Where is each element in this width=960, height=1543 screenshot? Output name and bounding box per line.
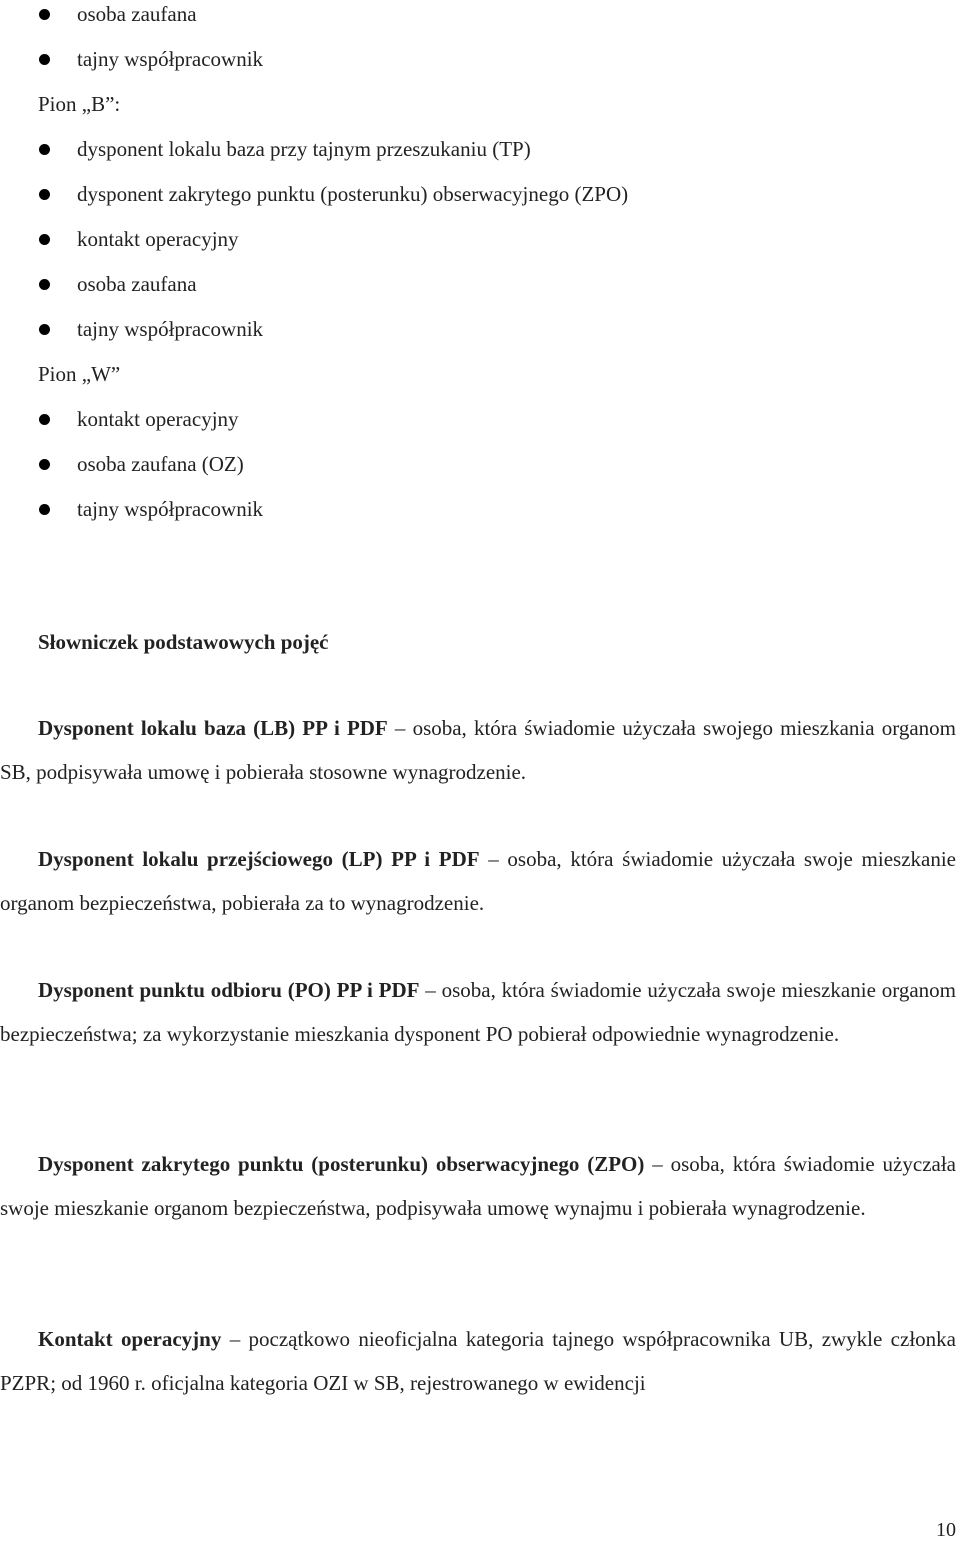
bullet-list-pion-w bbox=[0, 405, 960, 540]
list-item-text: dysponent zakrytego punktu (posterunku) obserwacyjnego (ZPO) bbox=[77, 182, 629, 206]
list-item-text: dysponent lokalu baza przy tajnym przeszukaniu (TP) bbox=[77, 137, 531, 161]
bullet-icon bbox=[39, 189, 50, 200]
glossary-term: Kontakt operacyjny bbox=[38, 1327, 222, 1351]
bullet-icon bbox=[39, 9, 50, 20]
list-item-text: tajny współpracownik bbox=[77, 497, 264, 521]
list-item bbox=[0, 0, 960, 45]
list-item bbox=[0, 495, 960, 540]
pion-w-heading: Pion „W” bbox=[38, 362, 121, 386]
glossary-term: Dysponent zakrytego punktu (posterunku) obserwacyjnego (ZPO) bbox=[38, 1152, 645, 1176]
bullet-list-top bbox=[0, 0, 960, 90]
bullet-icon bbox=[39, 504, 50, 515]
list-item bbox=[0, 135, 960, 180]
bullet-icon bbox=[39, 234, 50, 245]
glossary-definition bbox=[0, 1317, 956, 1405]
list-item-text: tajny współpracownik bbox=[77, 47, 264, 71]
page-number: 10 bbox=[936, 1519, 956, 1541]
list-item bbox=[0, 315, 960, 360]
glossary-definition bbox=[0, 1142, 956, 1230]
list-item bbox=[0, 225, 960, 270]
glossary-term: Dysponent punktu odbioru (PO) PP i PDF bbox=[38, 978, 420, 1002]
bullet-icon bbox=[39, 279, 50, 290]
list-item-text: osoba zaufana bbox=[77, 2, 197, 26]
glossary-definition bbox=[0, 837, 956, 925]
bullet-list-pion-b bbox=[0, 135, 960, 360]
list-item-text: tajny współpracownik bbox=[77, 317, 264, 341]
glossary-text: – osoba, która świadomie użyczała swoje mieszkanie organom bezpieczeństwa; za wykorzystanie mieszkania dysponent PO pobierał odpowiednie wynagrodzenie. bbox=[0, 978, 956, 1046]
bullet-icon bbox=[39, 414, 50, 425]
glossary-definition bbox=[0, 968, 956, 1056]
list-item bbox=[0, 180, 960, 225]
list-item-text: kontakt operacyjny bbox=[77, 407, 239, 431]
glossary-definition bbox=[0, 706, 956, 794]
list-item bbox=[0, 450, 960, 495]
list-item bbox=[0, 405, 960, 450]
glossary-term: Dysponent lokalu przejściowego (LP) PP i PDF bbox=[38, 847, 480, 871]
glossary-text: – osoba, która świadomie użyczała swojego mieszkania organom SB, podpisywała umowę i pobierała stosowne wynagrodzenie. bbox=[0, 716, 956, 784]
bullet-icon bbox=[39, 54, 50, 65]
list-item bbox=[0, 270, 960, 315]
bullet-icon bbox=[39, 324, 50, 335]
glossary-title: Słowniczek podstawowych pojęć bbox=[38, 630, 329, 654]
list-item bbox=[0, 45, 960, 90]
list-item-text: kontakt operacyjny bbox=[77, 227, 239, 251]
glossary-term: Dysponent lokalu baza (LB) PP i PDF bbox=[38, 716, 388, 740]
glossary-text: – osoba, która świadomie użyczała swoje mieszkanie organom bezpieczeństwa, podpisywała umowę wynajmu i pobierała wynagrodzenie. bbox=[0, 1152, 956, 1220]
pion-b-heading: Pion „B”: bbox=[38, 92, 121, 116]
list-item-text: osoba zaufana (OZ) bbox=[77, 452, 244, 476]
glossary-text: – osoba, która świadomie użyczała swoje mieszkanie organom bezpieczeństwa, pobierała za to wynagrodzenie. bbox=[0, 847, 957, 915]
bullet-icon bbox=[39, 459, 50, 470]
bullet-icon bbox=[39, 144, 50, 155]
list-item-text: osoba zaufana bbox=[77, 272, 197, 296]
glossary-text: – początkowo nieoficjalna kategoria tajnego współpracownika UB, zwykle członka PZPR; od 1960 r. oficjalna kategoria OZI w SB, rejestrowanego w ewidencji bbox=[0, 1327, 956, 1395]
